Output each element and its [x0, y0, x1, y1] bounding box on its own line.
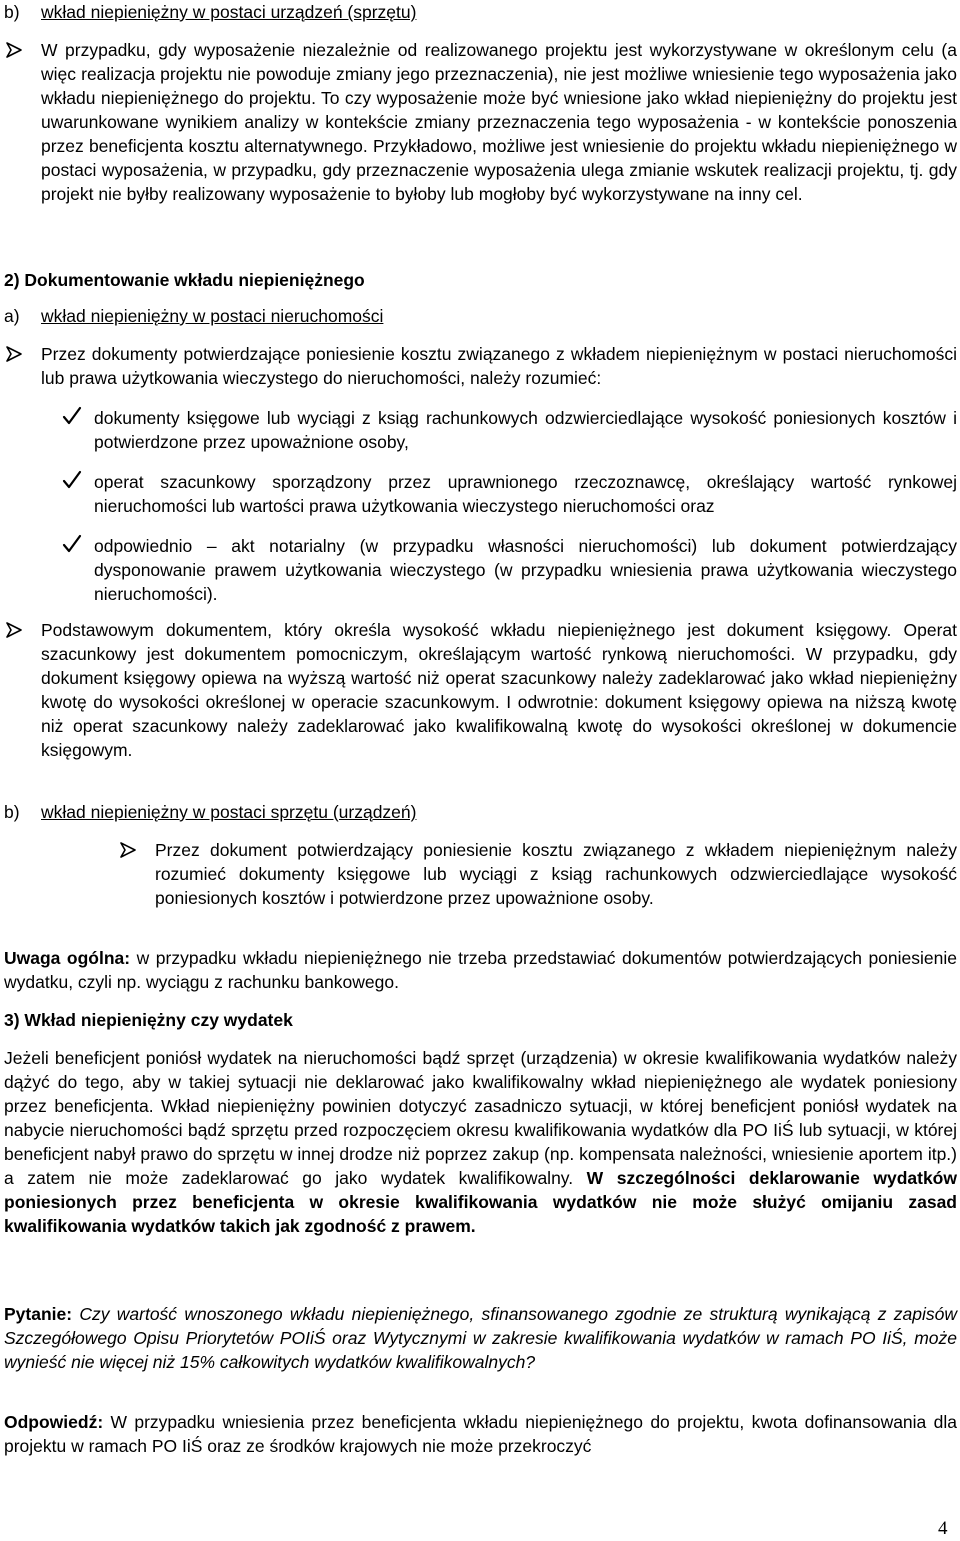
basic-document-paragraph: Podstawowym dokumentem, który określa wysokość wkładu niepieniężnego jest dokument księgowy. Operat szacunkowy jest dokumentem pomocniczym, określającym wartość rynkową nieruchomości. W przypadku, gdy dokument księgowy opiewa na wyższą wartość niż operat szacunkowy należy zadeklarować jako wkład niepieniężny kwotę do wysokości określonej w operacie szacunkowym. I odwrotnie: dokument księgowy opiewa na niższą kwotę niż operat szacunkowy należy zadeklarować jako kwalifikowalną kwotę do wysokości określonej w dokumencie księgowym. — [41, 620, 957, 760]
answer-label: Odpowiedź: — [4, 1412, 104, 1432]
check-item-1 — [62, 406, 957, 454]
answer-text: W przypadku wniesienia przez beneficjenta wkładu niepieniężnego do projektu, kwota dofinansowania dla projektu w ramach PO IiŚ oraz ze środków krajowych nie może przekroczyć — [4, 1412, 957, 1456]
real-estate-paragraph: Przez dokumenty potwierdzające poniesienie kosztu związanego z wkładem niepieniężnym w postaci nieruchomości lub prawa użytkowania wieczystego do nieruchomości, należy rozumieć: — [41, 344, 957, 388]
bullet-item-equipment — [4, 38, 957, 206]
section-b2-marker: b) — [4, 802, 20, 822]
arrow-bullet-icon — [4, 40, 24, 65]
checkmark-icon — [62, 534, 82, 559]
note-text: w przypadku wkładu niepieniężnego nie trzeba przedstawiać dokumentów potwierdzających poniesienie wydatku, czyli np. wyciągu z rachunku bankowego. — [4, 948, 957, 992]
bullet-item-basic-document — [4, 618, 957, 762]
section-b1-marker: b) — [4, 2, 20, 22]
section-2-heading: 2) Dokumentowanie wkładu niepieniężnego — [4, 270, 365, 290]
section-a-title: wkład niepieniężny w postaci nieruchomości — [41, 306, 384, 326]
answer-block — [4, 1410, 957, 1458]
check-item-text: dokumenty księgowe lub wyciągi z ksiąg rachunkowych odzwierciedlające wysokość poniesionych kosztów i potwierdzone przez upoważnione osoby, — [94, 408, 957, 452]
general-note — [4, 946, 957, 994]
arrow-bullet-icon — [4, 620, 24, 645]
section-a-heading — [4, 306, 904, 327]
check-item-text: odpowiednio – akt notarialny (w przypadku własności nieruchomości) lub dokument potwierdzający dysponowanie prawem użytkowania wieczystego (w przypadku wniesienia prawa użytkowania wieczystego nieruchomości). — [94, 536, 957, 604]
checkmark-icon — [62, 470, 82, 495]
check-item-3 — [62, 534, 957, 606]
question-block — [4, 1302, 957, 1374]
arrow-bullet-icon — [118, 840, 138, 865]
section-3-heading: 3) Wkład niepieniężny czy wydatek — [4, 1010, 293, 1030]
bullet-item-real-estate — [4, 342, 957, 390]
equipment-paragraph: W przypadku, gdy wyposażenie niezależnie od realizowanego projektu jest wykorzystywane w określonym celu (a więc realizacja projektu nie powoduje zmiany jego przeznaczenia), nie jest możliwe wniesienie tego wyposażenia jako wkładu niepieniężnego do projektu. To czy wyposażenie może być wniesione jako wkład niepieniężny do projektu jest uwarunkowane wynikiem analizy w kontekście zmiany przeznaczenia tego wyposażenia - w kontekście ponoszenia przez beneficjenta kosztu alternatywnego. Przykładowo, możliwe jest wniesienie do projektu wkładu niepieniężnego w postaci wyposażenia, w przypadku, gdy przeznaczenie wyposażenia ulega zmianie wskutek realizacji projektu, tj. gdy projekt nie byłby realizowany wyposażenie to byłoby lub mogłoby być wykorzystywane na inny cel. — [41, 40, 957, 204]
check-item-text: operat szacunkowy sporządzony przez uprawnionego rzeczoznawcę, określający wartość rynkowej nieruchomości lub wartości prawa użytkowania wieczystego nieruchomości oraz — [94, 472, 957, 516]
section-b2-heading — [4, 802, 904, 823]
arrow-bullet-icon — [4, 344, 24, 369]
check-item-2 — [62, 470, 957, 518]
checkmark-icon — [62, 406, 82, 431]
question-label: Pytanie: — [4, 1304, 73, 1324]
question-text: Czy wartość wnoszonego wkładu niepieniężnego, sfinansowanego zgodnie ze strukturą wynikającą z zapisów Szczegółowego Opisu Priorytetów POIiŚ oraz Wytycznymi w zakresie kwalifikowania wydatków w ramach PO IiŚ, może wynieść nie więcej niż 15% całkowitych wydatków kwalifikowalnych? — [4, 1304, 957, 1372]
equipment-document-paragraph: Przez dokument potwierdzający poniesienie kosztu związanego z wkładem niepieniężnym należy rozumieć dokumenty księgowe lub wyciągi z ksiąg rachunkowych odzwierciedlające wysokość poniesionych kosztów i potwierdzone przez upoważnione osoby. — [155, 840, 957, 908]
section-3-paragraph — [4, 1046, 957, 1238]
note-label: Uwaga ogólna: — [4, 948, 131, 968]
page-number: 4 — [938, 1518, 948, 1539]
section-3-bold-text: W szczególności deklarowanie wydatków poniesionych przez beneficjenta w okresie kwalifikowania wydatków nie może służyć omijaniu zasad kwalifikowania wydatków takich jak zgodność z prawem. — [4, 1168, 957, 1236]
section-b1-heading — [4, 2, 904, 23]
section-b2-title: wkład niepieniężny w postaci sprzętu (urządzeń) — [41, 802, 417, 822]
section-b1-title: wkład niepieniężny w postaci urządzeń (sprzętu) — [41, 2, 417, 22]
bullet-item-equipment-document — [118, 838, 957, 910]
section-3-text: Jeżeli beneficjent poniósł wydatek na nieruchomości bądź sprzęt (urządzenia) w okresie kwalifikowania wydatków należy dążyć do tego, aby w takiej sytuacji nie deklarować jako kwalifikowalny wkład niepieniężnego ale wydatek poniesiony przez beneficjenta. Wkład niepieniężny powinien dotyczyć zasadniczo sytuacji, w której beneficjent poniósł wydatek na nabycie nieruchomości bądź sprzętu przed rozpoczęciem okresu kwalifikowania wydatków dla PO IiŚ lub sytuacji, w której beneficjent nabył prawo do sprzętu w innej drodze niż poprzez zakup (np. kompensata należności, wniesienie aportem itp.) a zatem nie może zadeklarować go jako wydatek kwalifikowalny. — [4, 1048, 957, 1188]
section-a-marker: a) — [4, 306, 20, 326]
